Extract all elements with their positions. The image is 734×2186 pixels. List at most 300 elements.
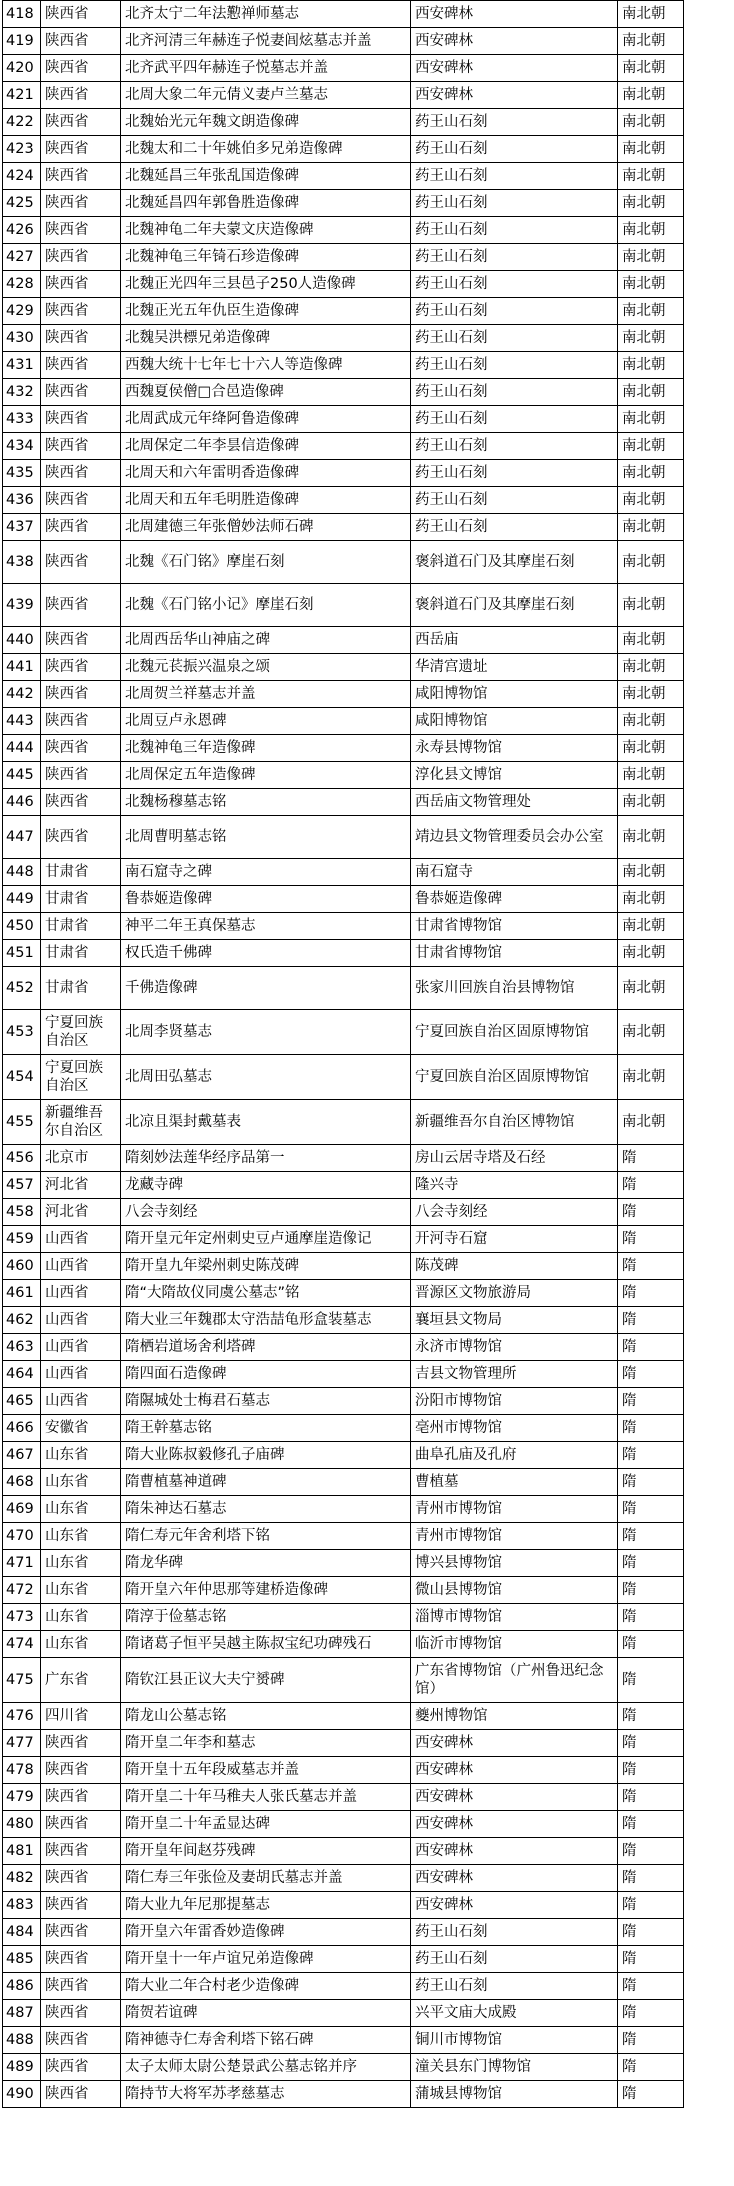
location-cell: 宁夏回族自治区固原博物馆 [411,1010,618,1055]
province-cell: 河北省 [41,1199,121,1226]
era-cell: 南北朝 [618,298,684,325]
inscription-name-cell: 隋开皇十五年段威墓志并盖 [121,1757,411,1784]
inscription-name-cell: 北魏正光四年三县邑子250人造像碑 [121,271,411,298]
table-row [3,433,684,460]
table-row [3,352,684,379]
row-number-cell: 480 [3,1811,41,1838]
era-cell: 南北朝 [618,627,684,654]
location-cell: 铜川市博物馆 [411,2027,618,2054]
era-cell: 南北朝 [618,681,684,708]
row-number-cell: 452 [3,967,41,1010]
era-cell: 隋 [618,1388,684,1415]
table-row [3,190,684,217]
row-number-cell: 435 [3,460,41,487]
era-cell: 南北朝 [618,1100,684,1145]
inscription-name-cell: 北周贺兰祥墓志并盖 [121,681,411,708]
era-cell: 隋 [618,1811,684,1838]
table-row [3,886,684,913]
era-cell: 隋 [618,2000,684,2027]
location-cell: 药王山石刻 [411,298,618,325]
province-cell: 陕西省 [41,487,121,514]
table-row [3,1334,684,1361]
row-number-cell: 443 [3,708,41,735]
table-row [3,1172,684,1199]
table-row [3,816,684,859]
inscription-name-cell: 隋开皇二十年孟显达碑 [121,1811,411,1838]
province-cell: 陕西省 [41,514,121,541]
row-number-cell: 472 [3,1577,41,1604]
inscription-name-cell: 权氏造千佛碑 [121,940,411,967]
table-row [3,1523,684,1550]
row-number-cell: 439 [3,584,41,627]
era-cell: 南北朝 [618,460,684,487]
inscription-name-cell: 北周保定五年造像碑 [121,762,411,789]
era-cell: 隋 [618,2054,684,2081]
location-cell: 褒斜道石门及其摩崖石刻 [411,541,618,584]
province-cell: 陕西省 [41,1919,121,1946]
table-row [3,654,684,681]
era-cell: 南北朝 [618,708,684,735]
inscription-name-cell: 北魏正光五年仇臣生造像碑 [121,298,411,325]
row-number-cell: 451 [3,940,41,967]
table-row [3,627,684,654]
era-cell: 南北朝 [618,541,684,584]
table-row [3,1055,684,1100]
row-number-cell: 426 [3,217,41,244]
inscription-name-cell: 北周保定二年李昙信造像碑 [121,433,411,460]
inscription-name-cell: 北齐武平四年赫连子悦墓志并盖 [121,55,411,82]
table-row [3,2000,684,2027]
era-cell: 南北朝 [618,109,684,136]
inscription-name-cell: 北周田弘墓志 [121,1055,411,1100]
table-row [3,163,684,190]
era-cell: 南北朝 [618,762,684,789]
table-row [3,913,684,940]
era-cell: 南北朝 [618,789,684,816]
row-number-cell: 474 [3,1631,41,1658]
era-cell: 隋 [618,1577,684,1604]
province-cell: 山东省 [41,1469,121,1496]
table-row [3,2081,684,2108]
row-number-cell: 469 [3,1496,41,1523]
location-cell: 鲁恭姬造像碑 [411,886,618,913]
location-cell: 曲阜孔庙及孔府 [411,1442,618,1469]
location-cell: 西安碑林 [411,1865,618,1892]
location-cell: 西安碑林 [411,1757,618,1784]
inscription-name-cell: 隋开皇二年李和墓志 [121,1730,411,1757]
location-cell: 宁夏回族自治区固原博物馆 [411,1055,618,1100]
province-cell: 陕西省 [41,433,121,460]
row-number-cell: 467 [3,1442,41,1469]
row-number-cell: 484 [3,1919,41,1946]
era-cell: 隋 [618,1307,684,1334]
province-cell: 陕西省 [41,136,121,163]
table-row [3,1784,684,1811]
era-cell: 隋 [618,1442,684,1469]
table-row [3,1388,684,1415]
era-cell: 隋 [618,1253,684,1280]
location-cell: 夔州博物馆 [411,1703,618,1730]
table-row [3,1658,684,1703]
table-row [3,244,684,271]
row-number-cell: 422 [3,109,41,136]
row-number-cell: 428 [3,271,41,298]
province-cell: 甘肃省 [41,886,121,913]
row-number-cell: 461 [3,1280,41,1307]
location-cell: 药王山石刻 [411,1973,618,2000]
province-cell: 山西省 [41,1280,121,1307]
inscription-name-cell: 北魏始光元年魏文朗造像碑 [121,109,411,136]
inscription-name-cell: 隋开皇十一年卢谊兄弟造像碑 [121,1946,411,1973]
location-cell: 开河寺石窟 [411,1226,618,1253]
era-cell: 南北朝 [618,271,684,298]
province-cell: 陕西省 [41,735,121,762]
era-cell: 南北朝 [618,735,684,762]
province-cell: 甘肃省 [41,859,121,886]
era-cell: 隋 [618,1280,684,1307]
location-cell: 南石窟寺 [411,859,618,886]
inscription-name-cell: 北魏太和二十年姚伯多兄弟造像碑 [121,136,411,163]
row-number-cell: 470 [3,1523,41,1550]
era-cell: 隋 [618,1658,684,1703]
province-cell: 陕西省 [41,654,121,681]
row-number-cell: 448 [3,859,41,886]
inscription-name-cell: 千佛造像碑 [121,967,411,1010]
table-row [3,136,684,163]
province-cell: 山西省 [41,1361,121,1388]
inscription-name-cell: 北魏神龟三年锜石珍造像碑 [121,244,411,271]
location-cell: 吉县文物管理所 [411,1361,618,1388]
province-cell: 陕西省 [41,584,121,627]
location-cell: 西岳庙 [411,627,618,654]
province-cell: 宁夏回族自治区 [41,1055,121,1100]
province-cell: 陕西省 [41,55,121,82]
inscription-name-cell: 北周大象二年元倩义妻卢兰墓志 [121,82,411,109]
province-cell: 山西省 [41,1307,121,1334]
era-cell: 隋 [618,1199,684,1226]
inscription-name-cell: 隋四面石造像碑 [121,1361,411,1388]
province-cell: 河北省 [41,1172,121,1199]
era-cell: 隋 [618,1703,684,1730]
table-row [3,271,684,298]
table-body [3,1,684,2108]
era-cell: 隋 [618,1631,684,1658]
table-row [3,1865,684,1892]
table-row [3,1199,684,1226]
inscription-name-cell: 隋贺若谊碑 [121,2000,411,2027]
row-number-cell: 481 [3,1838,41,1865]
era-cell: 南北朝 [618,217,684,244]
inscription-name-cell: 西魏夏侯僧□合邑造像碑 [121,379,411,406]
era-cell: 南北朝 [618,487,684,514]
location-cell: 药王山石刻 [411,379,618,406]
table-row [3,1703,684,1730]
era-cell: 隋 [618,1172,684,1199]
province-cell: 陕西省 [41,1,121,28]
row-number-cell: 464 [3,1361,41,1388]
era-cell: 南北朝 [618,325,684,352]
era-cell: 南北朝 [618,514,684,541]
row-number-cell: 449 [3,886,41,913]
location-cell: 药王山石刻 [411,460,618,487]
location-cell: 襄垣县文物局 [411,1307,618,1334]
row-number-cell: 432 [3,379,41,406]
era-cell: 隋 [618,1604,684,1631]
location-cell: 甘肃省博物馆 [411,940,618,967]
era-cell: 南北朝 [618,886,684,913]
province-cell: 四川省 [41,1703,121,1730]
row-number-cell: 421 [3,82,41,109]
location-cell: 药王山石刻 [411,1919,618,1946]
table-row [3,460,684,487]
era-cell: 隋 [618,1334,684,1361]
province-cell: 陕西省 [41,1757,121,1784]
row-number-cell: 438 [3,541,41,584]
table-row [3,681,684,708]
inscription-name-cell: 八会寺刻经 [121,1199,411,1226]
row-number-cell: 433 [3,406,41,433]
inscription-name-cell: 隋龙华碑 [121,1550,411,1577]
row-number-cell: 486 [3,1973,41,2000]
province-cell: 甘肃省 [41,940,121,967]
table-row [3,1550,684,1577]
location-cell: 西安碑林 [411,82,618,109]
row-number-cell: 425 [3,190,41,217]
era-cell: 南北朝 [618,55,684,82]
row-number-cell: 437 [3,514,41,541]
province-cell: 陕西省 [41,2027,121,2054]
row-number-cell: 447 [3,816,41,859]
province-cell: 陕西省 [41,460,121,487]
inscription-name-cell: 北周李贤墓志 [121,1010,411,1055]
province-cell: 陕西省 [41,816,121,859]
era-cell: 南北朝 [618,859,684,886]
row-number-cell: 489 [3,2054,41,2081]
location-cell: 张家川回族自治县博物馆 [411,967,618,1010]
era-cell: 隋 [618,1523,684,1550]
location-cell: 青州市博物馆 [411,1523,618,1550]
province-cell: 山东省 [41,1496,121,1523]
inscription-name-cell: 北魏神龟二年夫蒙文庆造像碑 [121,217,411,244]
inscription-name-cell: 北齐太宁二年法懃禅师墓志 [121,1,411,28]
row-number-cell: 431 [3,352,41,379]
inscription-name-cell: 北魏《石门铭》摩崖石刻 [121,541,411,584]
location-cell: 亳州市博物馆 [411,1415,618,1442]
table-row [3,1100,684,1145]
location-cell: 晋源区文物旅游局 [411,1280,618,1307]
table-row [3,2054,684,2081]
province-cell: 山东省 [41,1577,121,1604]
row-number-cell: 446 [3,789,41,816]
province-cell: 陕西省 [41,163,121,190]
table-row [3,1415,684,1442]
table-row [3,406,684,433]
province-cell: 山东省 [41,1604,121,1631]
table-row [3,325,684,352]
province-cell: 陕西省 [41,352,121,379]
table-row [3,1946,684,1973]
row-number-cell: 457 [3,1172,41,1199]
table-row [3,1577,684,1604]
location-cell: 潼关县东门博物馆 [411,2054,618,2081]
inscription-name-cell: 隋刻妙法莲华经序品第一 [121,1145,411,1172]
era-cell: 南北朝 [618,244,684,271]
inscription-name-cell: 隋神德寺仁寿舍利塔下铭石碑 [121,2027,411,2054]
inscription-name-cell: 隋隰城处士梅君石墓志 [121,1388,411,1415]
row-number-cell: 478 [3,1757,41,1784]
province-cell: 广东省 [41,1658,121,1703]
location-cell: 青州市博物馆 [411,1496,618,1523]
location-cell: 兴平文庙大成殿 [411,2000,618,2027]
row-number-cell: 458 [3,1199,41,1226]
inscription-name-cell: 隋龙山公墓志铭 [121,1703,411,1730]
era-cell: 隋 [618,1730,684,1757]
province-cell: 陕西省 [41,2000,121,2027]
location-cell: 药王山石刻 [411,325,618,352]
table-row [3,541,684,584]
table-row [3,1442,684,1469]
inscription-name-cell: 北周武成元年绛阿鲁造像碑 [121,406,411,433]
location-cell: 咸阳博物馆 [411,708,618,735]
province-cell: 陕西省 [41,82,121,109]
province-cell: 甘肃省 [41,913,121,940]
row-number-cell: 463 [3,1334,41,1361]
province-cell: 山东省 [41,1523,121,1550]
inscription-name-cell: 隋开皇二十年马稚夫人张氏墓志并盖 [121,1784,411,1811]
era-cell: 南北朝 [618,913,684,940]
location-cell: 西安碑林 [411,1,618,28]
table-row [3,1604,684,1631]
era-cell: 隋 [618,1757,684,1784]
province-cell: 新疆维吾尔自治区 [41,1100,121,1145]
location-cell: 永济市博物馆 [411,1334,618,1361]
heritage-list-table [2,0,684,2108]
location-cell: 药王山石刻 [411,352,618,379]
province-cell: 陕西省 [41,681,121,708]
province-cell: 陕西省 [41,1811,121,1838]
table-row [3,1010,684,1055]
inscription-name-cell: 北周建德三年张僧妙法师石碑 [121,514,411,541]
location-cell: 八会寺刻经 [411,1199,618,1226]
era-cell: 南北朝 [618,1,684,28]
row-number-cell: 485 [3,1946,41,1973]
row-number-cell: 459 [3,1226,41,1253]
era-cell: 南北朝 [618,433,684,460]
row-number-cell: 482 [3,1865,41,1892]
era-cell: 南北朝 [618,82,684,109]
row-number-cell: 420 [3,55,41,82]
province-cell: 陕西省 [41,1838,121,1865]
table-row [3,109,684,136]
era-cell: 隋 [618,1973,684,2000]
location-cell: 药王山石刻 [411,244,618,271]
era-cell: 隋 [618,1496,684,1523]
location-cell: 西安碑林 [411,28,618,55]
table-row [3,1253,684,1280]
table-row [3,1631,684,1658]
location-cell: 药王山石刻 [411,406,618,433]
inscription-name-cell: 西魏大统十七年七十六人等造像碑 [121,352,411,379]
province-cell: 山西省 [41,1334,121,1361]
location-cell: 汾阳市博物馆 [411,1388,618,1415]
table-row [3,514,684,541]
table-row [3,1919,684,1946]
table-row [3,1757,684,1784]
location-cell: 甘肃省博物馆 [411,913,618,940]
province-cell: 山东省 [41,1550,121,1577]
era-cell: 隋 [618,1226,684,1253]
era-cell: 南北朝 [618,1010,684,1055]
inscription-name-cell: 北周曹明墓志铭 [121,816,411,859]
province-cell: 陕西省 [41,1730,121,1757]
location-cell: 药王山石刻 [411,271,618,298]
era-cell: 隋 [618,1145,684,1172]
table-row [3,708,684,735]
province-cell: 山西省 [41,1226,121,1253]
inscription-name-cell: 隋王幹墓志铭 [121,1415,411,1442]
inscription-name-cell: 隋栖岩道场舍利塔碑 [121,1334,411,1361]
province-cell: 陕西省 [41,406,121,433]
row-number-cell: 473 [3,1604,41,1631]
inscription-name-cell: 太子太师太尉公楚景武公墓志铭并序 [121,2054,411,2081]
location-cell: 靖边县文物管理委员会办公室 [411,816,618,859]
era-cell: 隋 [618,1838,684,1865]
row-number-cell: 455 [3,1100,41,1145]
table-row [3,789,684,816]
province-cell: 山东省 [41,1442,121,1469]
row-number-cell: 436 [3,487,41,514]
inscription-name-cell: 隋大业九年尼那提墓志 [121,1892,411,1919]
location-cell: 曹植墓 [411,1469,618,1496]
row-number-cell: 442 [3,681,41,708]
table-row [3,1892,684,1919]
location-cell: 隆兴寺 [411,1172,618,1199]
location-cell: 广东省博物馆（广州鲁迅纪念馆） [411,1658,618,1703]
row-number-cell: 490 [3,2081,41,2108]
inscription-name-cell: 北周天和六年雷明香造像碑 [121,460,411,487]
province-cell: 安徽省 [41,1415,121,1442]
table-row [3,217,684,244]
inscription-name-cell: 北魏吴洪標兄弟造像碑 [121,325,411,352]
province-cell: 陕西省 [41,2054,121,2081]
inscription-name-cell: 隋开皇六年雷香妙造像碑 [121,1919,411,1946]
row-number-cell: 454 [3,1055,41,1100]
row-number-cell: 441 [3,654,41,681]
era-cell: 隋 [618,1784,684,1811]
province-cell: 甘肃省 [41,967,121,1010]
row-number-cell: 475 [3,1658,41,1703]
table-row [3,1838,684,1865]
inscription-name-cell: 隋开皇六年仲思那等建桥造像碑 [121,1577,411,1604]
inscription-name-cell: 龙藏寺碑 [121,1172,411,1199]
table-row [3,379,684,406]
table-row [3,1730,684,1757]
location-cell: 药王山石刻 [411,433,618,460]
row-number-cell: 453 [3,1010,41,1055]
province-cell: 陕西省 [41,541,121,584]
province-cell: 山东省 [41,1631,121,1658]
inscription-name-cell: 隋大业陈叔毅修孔子庙碑 [121,1442,411,1469]
row-number-cell: 450 [3,913,41,940]
era-cell: 隋 [618,1469,684,1496]
inscription-name-cell: 北魏元苌振兴温泉之颂 [121,654,411,681]
location-cell: 淳化县文博馆 [411,762,618,789]
location-cell: 药王山石刻 [411,190,618,217]
era-cell: 南北朝 [618,28,684,55]
province-cell: 陕西省 [41,1865,121,1892]
table-row [3,82,684,109]
era-cell: 隋 [618,1361,684,1388]
